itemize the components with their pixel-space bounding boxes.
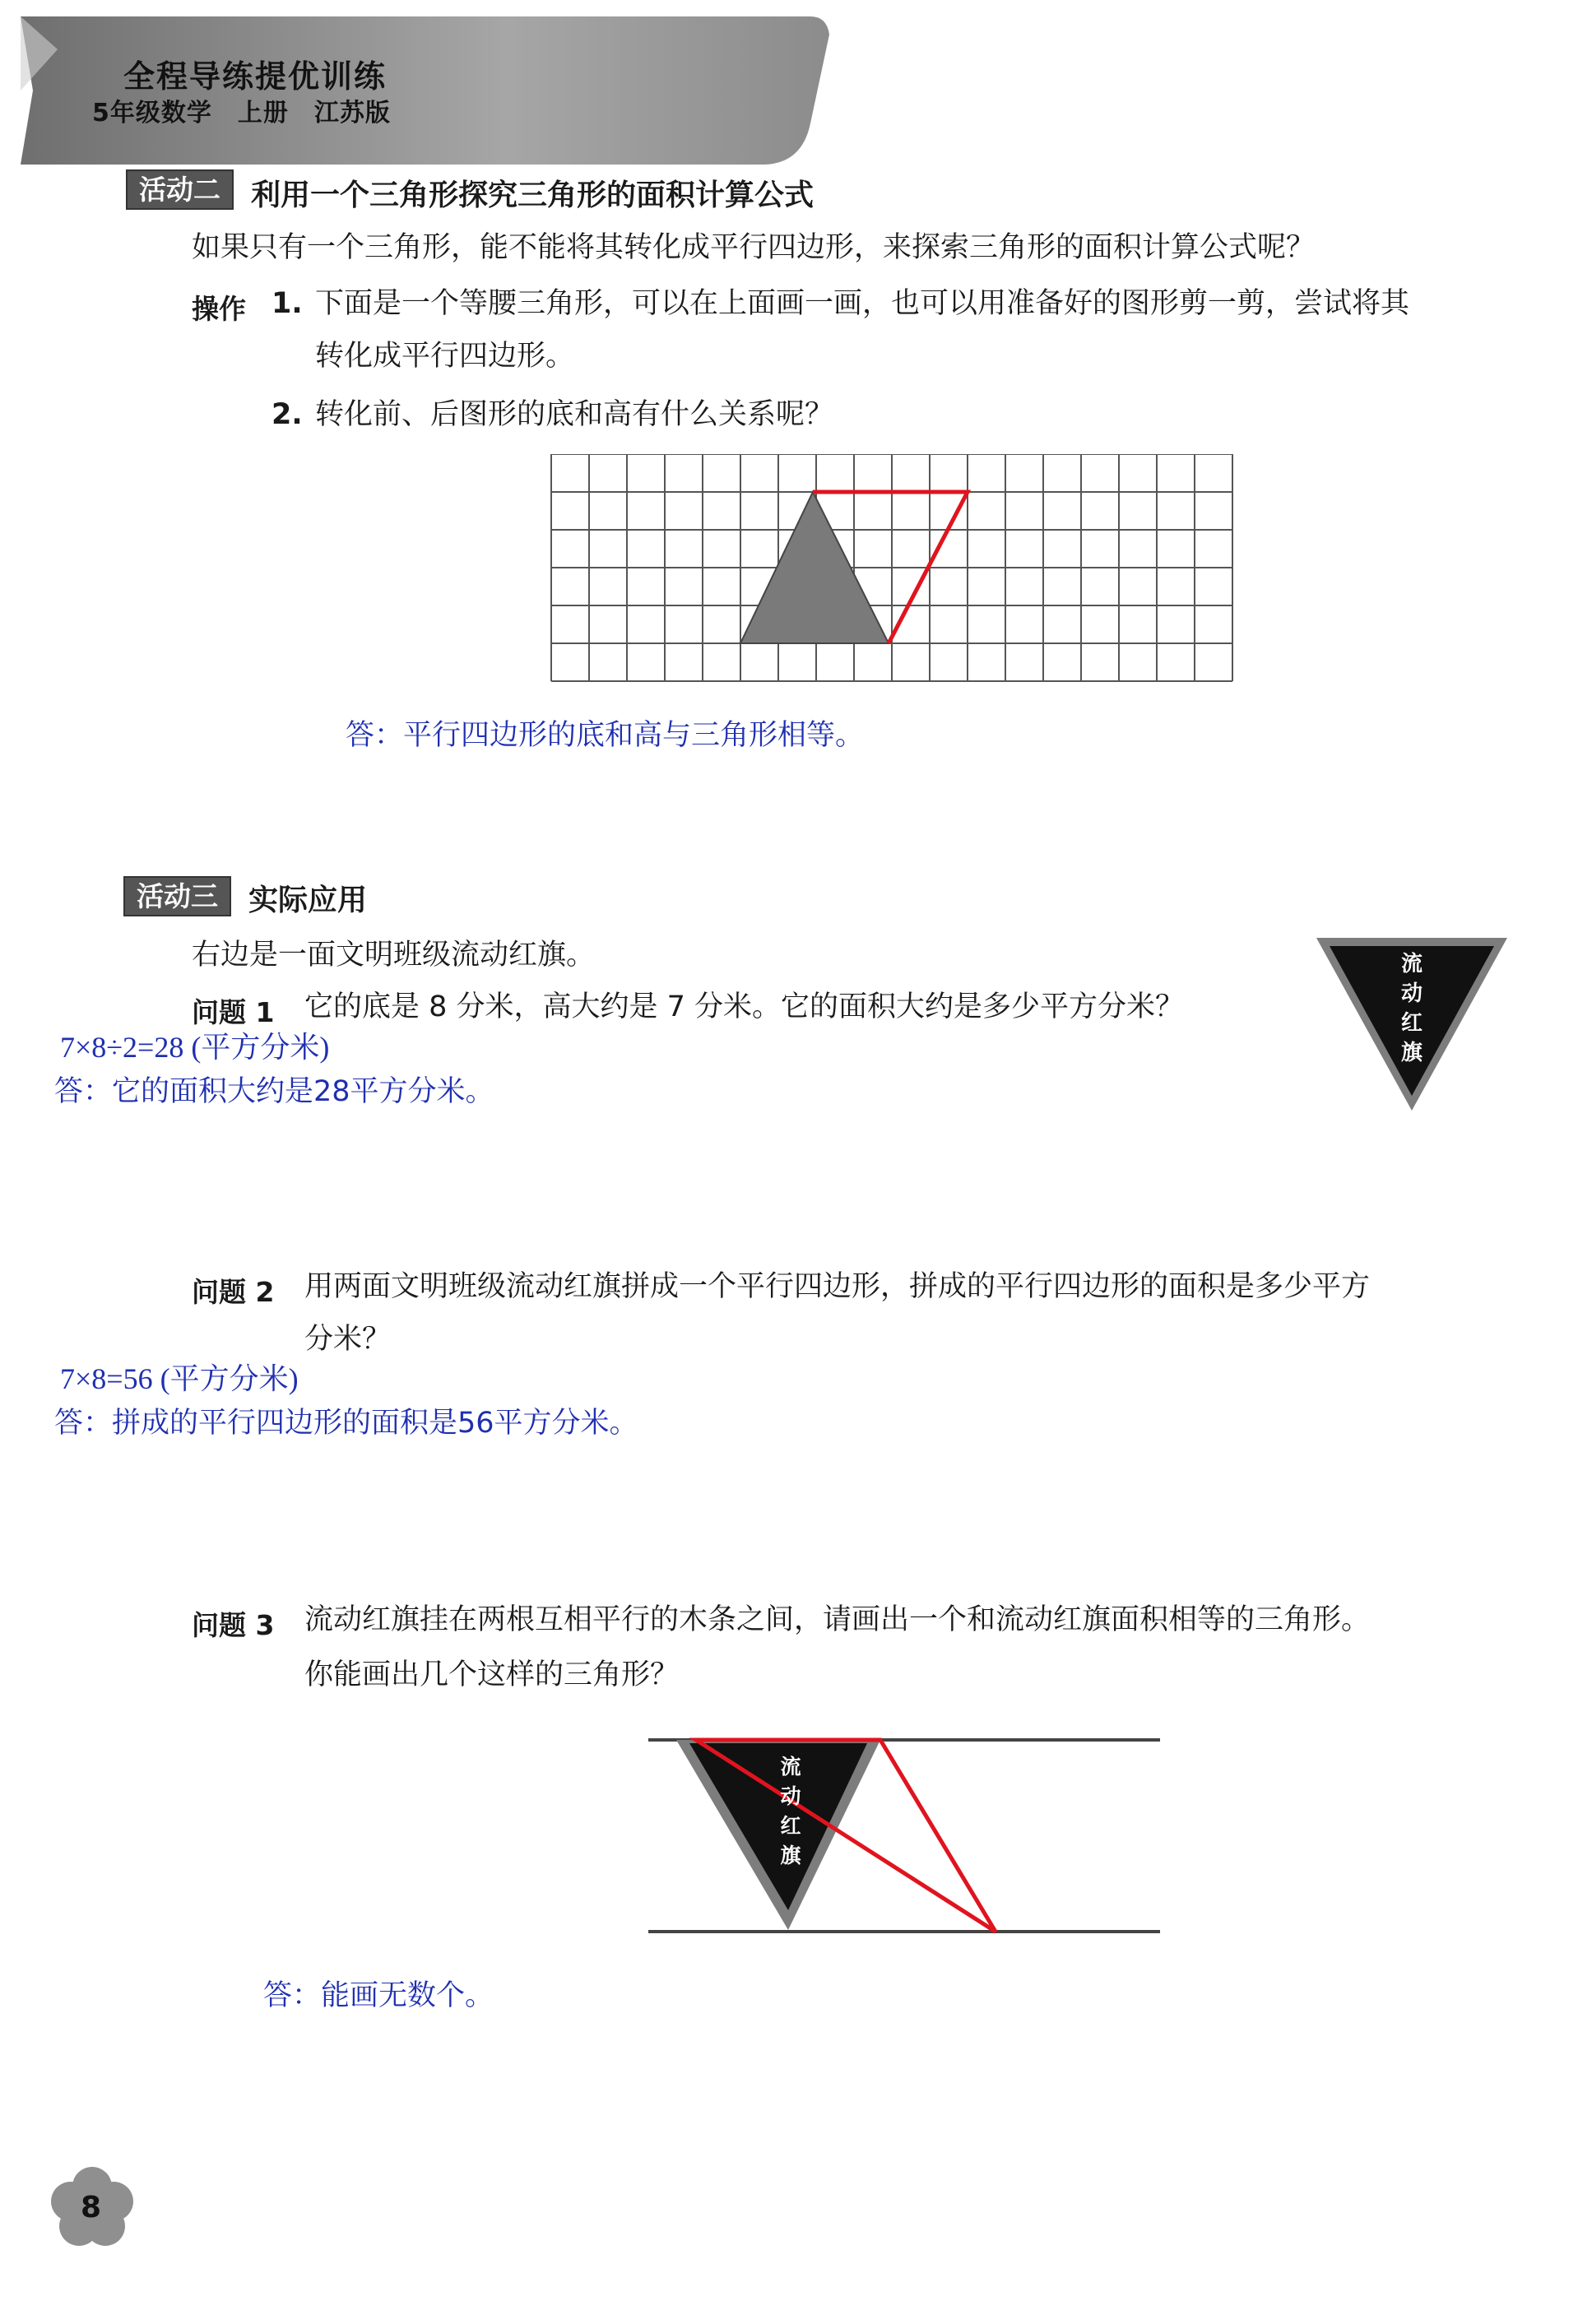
activity3-intro: 右边是一面文明班级流动红旗。 [192, 939, 596, 972]
q2-calculation: 7×8=56 (平方分米) [60, 1362, 299, 1395]
activity3-title: 实际应用 [248, 884, 368, 917]
step1-line2: 转化成平行四边形。 [315, 340, 575, 373]
parallel-bars-figure [642, 1728, 1168, 1950]
activity2-title: 利用一个三角形探究三角形的面积计算公式 [251, 179, 815, 212]
q2-answer: 答：拼成的平行四边形的面积是56平方分米。 [54, 1407, 638, 1440]
header-subtitle: 5年级数学 上册 江苏版 [92, 99, 391, 128]
q2-line2: 分米？ [304, 1323, 392, 1356]
step1-line1: 下面是一个等腰三角形，可以在上面画一画，也可以用准备好的图形剪一剪，尝试将其 [315, 287, 1410, 320]
step2-number: 2. [272, 398, 303, 431]
q3-answer: 答：能画无数个。 [263, 1979, 494, 2012]
header-title: 全程导练提优训练 [123, 58, 388, 95]
q3-label: 问题 3 [192, 1609, 275, 1641]
q3-line1: 流动红旗挂在两根互相平行的木条之间，请画出一个和流动红旗面积相等的三角形。 [304, 1603, 1371, 1636]
q1-calculation: 7×8÷2=28 (平方分米) [60, 1031, 330, 1064]
q2-label: 问题 2 [192, 1276, 275, 1308]
activity3-label: 活动三 [123, 876, 231, 916]
q2-line1: 用两面文明班级流动红旗拼成一个平行四边形，拼成的平行四边形的面积是多少平方 [304, 1270, 1371, 1303]
bar-flag-text: 流 动 红 旗 [780, 1755, 801, 1867]
q1-text: 它的底是 8 分米，高大约是 7 分米。它的面积大约是多少平方分米？ [304, 990, 1185, 1023]
step2-text: 转化前、后图形的底和高有什么关系呢？ [315, 398, 834, 431]
step1-number: 1. [272, 287, 303, 320]
activity2-answer: 答：平行四边形的底和高与三角形相等。 [346, 719, 865, 752]
q1-label: 问题 1 [192, 996, 275, 1028]
grid-figure [548, 454, 1236, 684]
activity2-intro: 如果只有一个三角形，能不能将其转化成平行四边形，来探索三角形的面积计算公式呢？ [192, 231, 1316, 264]
operation-label: 操作 [192, 293, 246, 325]
flag-text: 流 动 红 旗 [1400, 952, 1423, 1065]
activity2-label: 活动二 [126, 169, 234, 210]
q1-answer: 答：它的面积大约是28平方分米。 [54, 1075, 494, 1108]
page-number: 8 [81, 2191, 102, 2224]
grid-lines [551, 454, 1232, 681]
q3-line2: 你能画出几个这样的三角形？ [304, 1658, 680, 1691]
